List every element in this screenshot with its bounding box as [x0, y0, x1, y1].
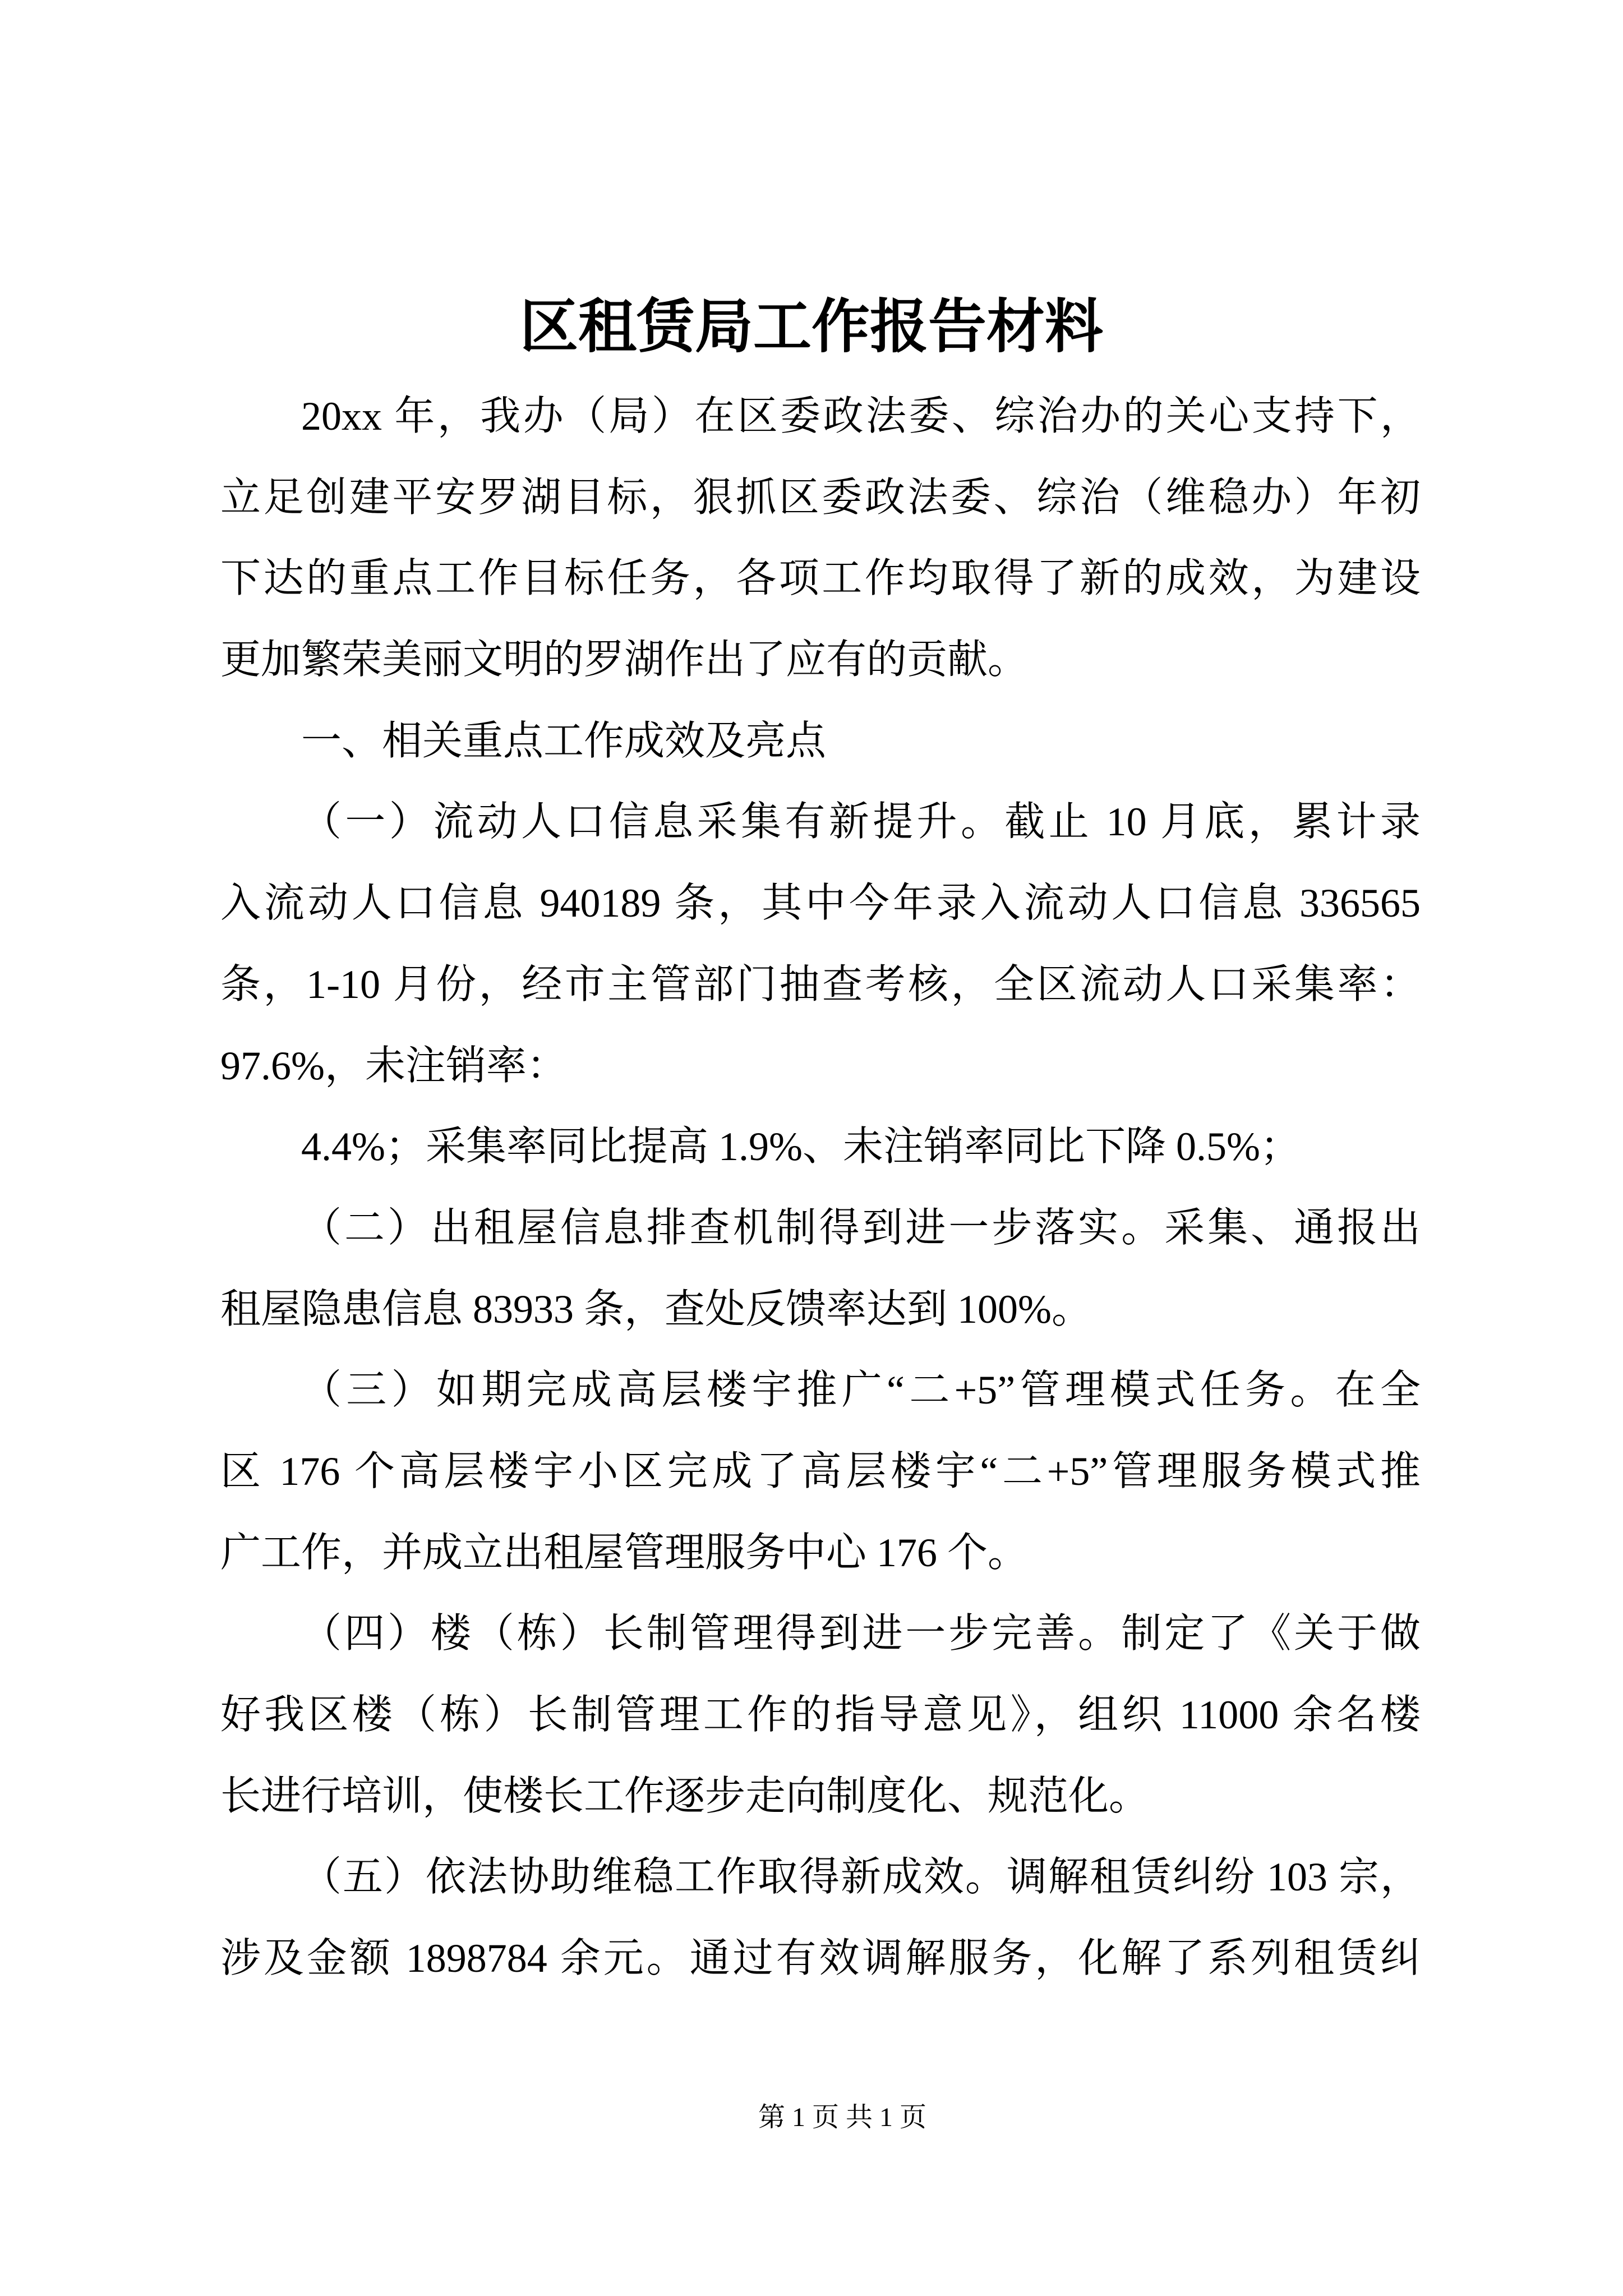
text-line: 长进行培训，使楼长工作逐步走向制度化、规范化。 [220, 1773, 1150, 1819]
item-paragraph [220, 1837, 1421, 1999]
text-line: （四）楼（栋）长制管理得到进一步完善。制定了《关于做 [301, 1611, 1421, 1657]
page-number: 第 1 页 共 1 页 [758, 2102, 926, 2132]
section-heading [220, 701, 1421, 782]
intro-paragraph [220, 376, 1421, 701]
item-paragraph [220, 1188, 1421, 1350]
item-paragraph [220, 1593, 1421, 1837]
text-line: 一、相关重点工作成效及亮点 [301, 718, 827, 763]
text-line: 广工作，并成立出租屋管理服务中心 176 个。 [220, 1530, 1029, 1575]
text-line: 更加繁荣美丽文明的罗湖作出了应有的贡献。 [220, 637, 1029, 683]
document-body [220, 376, 1421, 1999]
text-line: （五）依法协助维稳工作取得新成效。调解租赁纠纷 103 宗， [301, 1855, 1421, 1900]
text-line: （二）出租屋信息排查机制得到进一步落实。采集、通报出 [301, 1205, 1421, 1250]
text-line: 条，1-10 月份，经市主管部门抽查考核，全区流动人口采集率： [220, 961, 1421, 1007]
text-line: 入流动人口信息 940189 条，其中今年录入流动人口信息 336565 [220, 881, 1421, 926]
text-line: 立足创建平安罗湖目标，狠抓区委政法委、综治（维稳办）年初 [220, 475, 1421, 520]
text-line: 4.4%；采集率同比提高 1.9%、未注销率同比下降 0.5%； [301, 1124, 1301, 1170]
document-title: 区租赁局工作报告材料 [519, 295, 1103, 360]
text-line: 涉及金额 1898784 余元。通过有效调解服务，化解了系列租赁纠 [220, 1936, 1421, 1981]
item-paragraph [220, 781, 1421, 1106]
text-line: 区 176 个高层楼宇小区完成了高层楼宇“二+5”管理服务模式推 [220, 1448, 1421, 1494]
text-line: 20xx 年，我办（局）在区委政法委、综治办的关心支持下， [301, 394, 1421, 439]
text-line: （三）如期完成高层楼宇推广“二+5”管理模式任务。在全 [301, 1368, 1421, 1413]
item-paragraph [220, 1350, 1421, 1593]
text-line: 租屋隐患信息 83933 条，查处反馈率达到 100%。 [220, 1286, 1092, 1332]
item-paragraph [220, 1106, 1421, 1188]
text-line: 97.6%，未注销率： [220, 1043, 567, 1088]
text-line: 下达的重点工作目标任务，各项工作均取得了新的成效，为建设 [220, 556, 1421, 601]
text-line: （一）流动人口信息采集有新提升。截止 10 月底，累计录 [301, 799, 1421, 845]
text-line: 好我区楼（栋）长制管理工作的指导意见》，组织 11000 余名楼 [220, 1692, 1421, 1737]
